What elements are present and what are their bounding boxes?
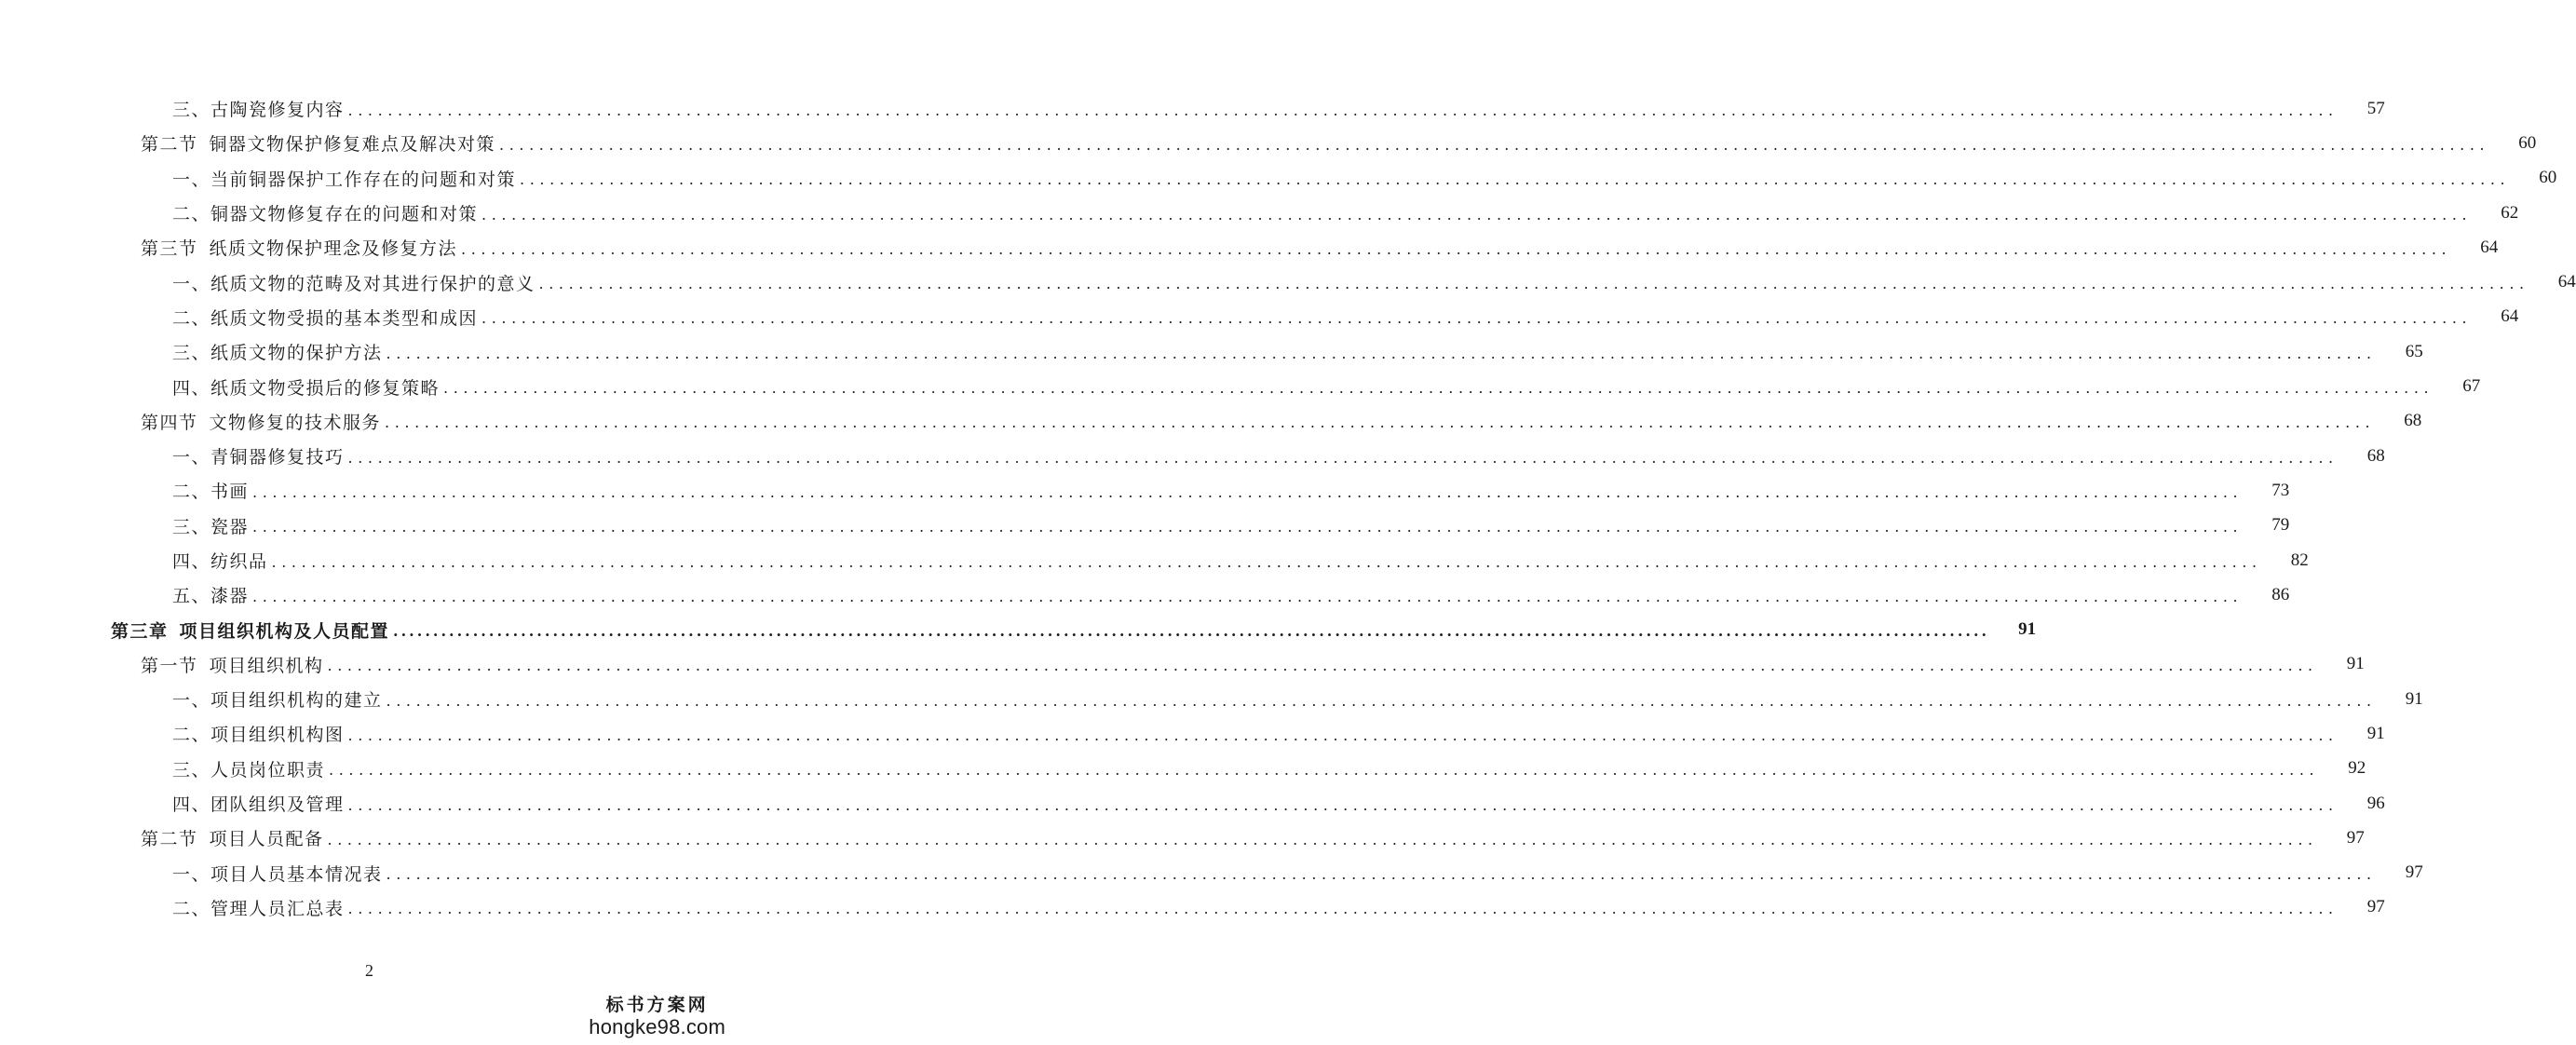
toc-dot-leader: ........................................................................................................................................................................................................ [443, 379, 2434, 398]
toc-section-entry[interactable] [0, 404, 2422, 439]
toc-entry-title: 瓷器 [210, 516, 250, 537]
toc-entry-number: 四、 [172, 377, 211, 399]
toc-entry-title: 纸质文物的保护方法 [210, 343, 383, 364]
toc-subsection-entry[interactable] [0, 161, 2557, 196]
toc-entry-number: 一、 [172, 690, 211, 712]
toc-entry-title: 书画 [210, 482, 250, 503]
toc-entry-title: 人员岗位职责 [210, 759, 326, 780]
toc-dot-leader: ........................................................................................................................................................................................................ [347, 900, 2339, 918]
toc-entry-number: 二、 [172, 307, 211, 329]
toc-entry-number: 三、 [172, 516, 211, 537]
toc-subsection-entry[interactable] [0, 716, 2385, 751]
toc-entry-label [172, 895, 345, 920]
toc-subsection-entry[interactable] [0, 786, 2385, 821]
toc-entry-page: 91 [2366, 723, 2385, 743]
toc-section-entry[interactable] [0, 647, 2365, 682]
toc-entry-page: 65 [2405, 341, 2423, 361]
toc-dot-leader: ........................................................................................................................................................................................................ [385, 414, 2376, 432]
toc-entry-page: 64 [2501, 306, 2519, 327]
toc-entry-number: 三、 [172, 100, 211, 121]
toc-entry-title: 纸质文物保护理念及修复方法 [209, 238, 458, 260]
toc-entry-title: 铜器文物保护修复难点及解决对策 [209, 134, 496, 156]
toc-subsection-entry[interactable] [0, 509, 2290, 543]
toc-entry-page: 68 [2366, 445, 2385, 466]
toc-entry-label [172, 200, 478, 225]
toc-entry-label [172, 582, 249, 607]
toc-entry-title: 青铜器修复技巧 [210, 447, 345, 468]
toc-entry-number: 一、 [172, 273, 211, 294]
toc-entry-title: 管理人员汇总表 [210, 898, 345, 919]
toc-entry-page: 57 [2366, 98, 2385, 118]
toc-entry-number: 第二节 [141, 829, 198, 850]
toc-entry-number: 第一节 [141, 655, 198, 676]
toc-entry-number: 第二节 [141, 134, 198, 156]
toc-entry-title: 漆器 [210, 586, 250, 607]
toc-entry-number: 四、 [172, 794, 211, 816]
toc-entry-label [172, 374, 440, 400]
toc-entry-number: 第三节 [141, 238, 198, 260]
toc-entry-label [172, 443, 345, 468]
toc-entry-label [111, 618, 389, 643]
toc-entry-page: 62 [2501, 202, 2519, 223]
toc-entry-page: 60 [2539, 168, 2557, 188]
toc-dot-leader: ........................................................................................................................................................................................................ [499, 135, 2490, 154]
toc-entry-label [172, 791, 345, 816]
toc-dot-leader: ........................................................................................................................................................................................................ [461, 239, 2452, 258]
toc-subsection-entry[interactable] [0, 543, 2309, 577]
toc-subsection-entry[interactable] [0, 577, 2290, 612]
toc-entry-number: 二、 [172, 204, 211, 225]
toc-entry-label [172, 756, 325, 781]
toc-entry-label [172, 861, 383, 886]
toc-entry-page: 91 [2018, 619, 2037, 640]
toc-entry-label [172, 96, 345, 121]
toc-entry-label [172, 339, 383, 364]
toc-entry-label [172, 270, 536, 295]
toc-entry-label [172, 686, 383, 712]
toc-entry-title: 团队组织及管理 [210, 794, 345, 816]
watermark-site-name: 标书方案网 [605, 995, 709, 1015]
toc-dot-leader: ........................................................................................................................................................................................................ [538, 275, 2529, 293]
toc-entry-page: 96 [2366, 793, 2385, 813]
toc-entry-page: 97 [2366, 897, 2385, 917]
toc-entry-number: 一、 [172, 863, 211, 885]
toc-subsection-entry[interactable] [0, 473, 2290, 508]
toc-subsection-entry[interactable] [0, 890, 2385, 925]
toc-entry-label [172, 166, 516, 191]
toc-subsection-entry[interactable] [0, 682, 2423, 716]
toc-entry-title: 铜器文物修复存在的问题和对策 [210, 204, 479, 225]
toc-dot-leader: ........................................................................................................................................................................................................ [327, 830, 2318, 848]
toc-entry-label [172, 548, 268, 573]
toc-entry-number: 第四节 [141, 412, 198, 433]
toc-entry-title: 纺织品 [210, 551, 268, 572]
toc-subsection-entry[interactable] [0, 334, 2423, 369]
toc-entry-number: 一、 [172, 447, 211, 468]
toc-dot-leader: ........................................................................................................................................................................................................ [520, 170, 2511, 189]
toc-entry-title: 纸质文物的范畴及对其进行保护的意义 [210, 273, 536, 294]
toc-entry-page: 64 [2557, 272, 2576, 292]
toc-subsection-entry[interactable] [0, 265, 2576, 299]
toc-dot-leader: ........................................................................................................................................................................................................ [252, 482, 2244, 501]
toc-entry-number: 第三章 [111, 620, 169, 642]
toc-entry-page: 64 [2480, 237, 2499, 257]
toc-entry-title: 项目组织机构及人员配置 [179, 620, 390, 642]
toc-entry-title: 文物修复的技术服务 [209, 412, 382, 433]
toc-dot-leader: ........................................................................................................................................................................................................ [327, 657, 2318, 675]
toc-entry-label [172, 513, 249, 538]
toc-entry-label [172, 721, 345, 746]
toc-entry-title: 古陶瓷修复内容 [210, 100, 345, 121]
toc-subsection-entry[interactable] [0, 369, 2481, 403]
toc-subsection-entry[interactable] [0, 439, 2385, 473]
toc-entry-title: 项目组织机构 [209, 655, 324, 676]
toc-entry-label [141, 235, 457, 260]
toc-entry-page: 91 [2346, 654, 2365, 674]
watermark-url: hongke98.com [589, 1015, 725, 1038]
toc-section-entry[interactable] [0, 230, 2499, 265]
toc-dot-leader: ........................................................................................................................................................................................................ [386, 344, 2377, 362]
toc-dot-leader: ........................................................................................................................................................................................................ [393, 622, 1990, 641]
toc-entry-title: 纸质文物受损的基本类型和成因 [210, 307, 479, 329]
toc-dot-leader: ........................................................................................................................................................................................................ [252, 587, 2244, 605]
toc-dot-leader: ........................................................................................................................................................................................................ [481, 205, 2473, 224]
toc-entry-page: 97 [2405, 862, 2423, 883]
toc-entry-number: 一、 [172, 169, 211, 190]
toc-entry-page: 73 [2271, 480, 2290, 500]
table-of-contents [0, 91, 2576, 925]
toc-entry-label [141, 652, 324, 677]
toc-entry-page: 67 [2462, 376, 2481, 397]
toc-dot-leader: ........................................................................................................................................................................................................ [271, 552, 2262, 571]
toc-chapter-entry[interactable] [0, 612, 2037, 646]
toc-dot-leader: ........................................................................................................................................................................................................ [252, 518, 2244, 536]
toc-dot-leader: ........................................................................................................................................................................................................ [347, 101, 2339, 119]
toc-entry-label [141, 825, 324, 850]
toc-entry-page: 68 [2404, 411, 2422, 431]
toc-entry-title: 项目人员基本情况表 [210, 863, 383, 885]
toc-dot-leader: ........................................................................................................................................................................................................ [386, 691, 2377, 710]
toc-subsection-entry[interactable] [0, 196, 2519, 230]
toc-dot-leader: ........................................................................................................................................................................................................ [347, 795, 2339, 814]
toc-entry-label [141, 409, 381, 434]
toc-entry-number: 五、 [172, 586, 211, 607]
toc-entry-label [172, 478, 249, 503]
site-watermark [589, 995, 725, 1039]
toc-entry-title: 当前铜器保护工作存在的问题和对策 [210, 169, 517, 190]
toc-section-entry[interactable] [0, 126, 2537, 160]
page-number: 2 [365, 961, 373, 980]
toc-entry-title: 项目组织机构的建立 [210, 690, 383, 712]
toc-entry-number: 三、 [172, 343, 211, 364]
toc-subsection-entry[interactable] [0, 91, 2385, 126]
toc-entry-number: 二、 [172, 482, 211, 503]
toc-entry-number: 二、 [172, 725, 211, 746]
toc-subsection-entry[interactable] [0, 300, 2519, 334]
toc-entry-label [172, 305, 478, 330]
toc-entry-page: 91 [2405, 688, 2423, 709]
toc-dot-leader: ........................................................................................................................................................................................................ [329, 761, 2320, 780]
toc-entry-title: 项目组织机构图 [210, 725, 345, 746]
toc-dot-leader: ........................................................................................................................................................................................................ [347, 448, 2339, 467]
toc-dot-leader: ........................................................................................................................................................................................................ [481, 309, 2473, 328]
toc-section-entry[interactable] [0, 821, 2365, 855]
toc-entry-page: 79 [2271, 515, 2290, 536]
toc-dot-leader: ........................................................................................................................................................................................................ [386, 865, 2377, 884]
toc-entry-title: 项目人员配备 [209, 829, 324, 850]
toc-entry-label [141, 130, 495, 156]
toc-entry-number: 二、 [172, 898, 211, 919]
toc-dot-leader: ........................................................................................................................................................................................................ [347, 726, 2339, 744]
toc-entry-page: 86 [2271, 584, 2290, 604]
toc-entry-page: 92 [2348, 758, 2366, 779]
toc-subsection-entry[interactable] [0, 856, 2423, 890]
toc-entry-title: 纸质文物受损后的修复策略 [210, 377, 441, 399]
toc-entry-number: 四、 [172, 551, 211, 572]
toc-entry-page: 82 [2290, 550, 2309, 570]
toc-entry-page: 97 [2346, 827, 2365, 848]
toc-entry-number: 三、 [172, 759, 211, 780]
toc-subsection-entry[interactable] [0, 752, 2366, 786]
toc-entry-page: 60 [2518, 132, 2537, 153]
